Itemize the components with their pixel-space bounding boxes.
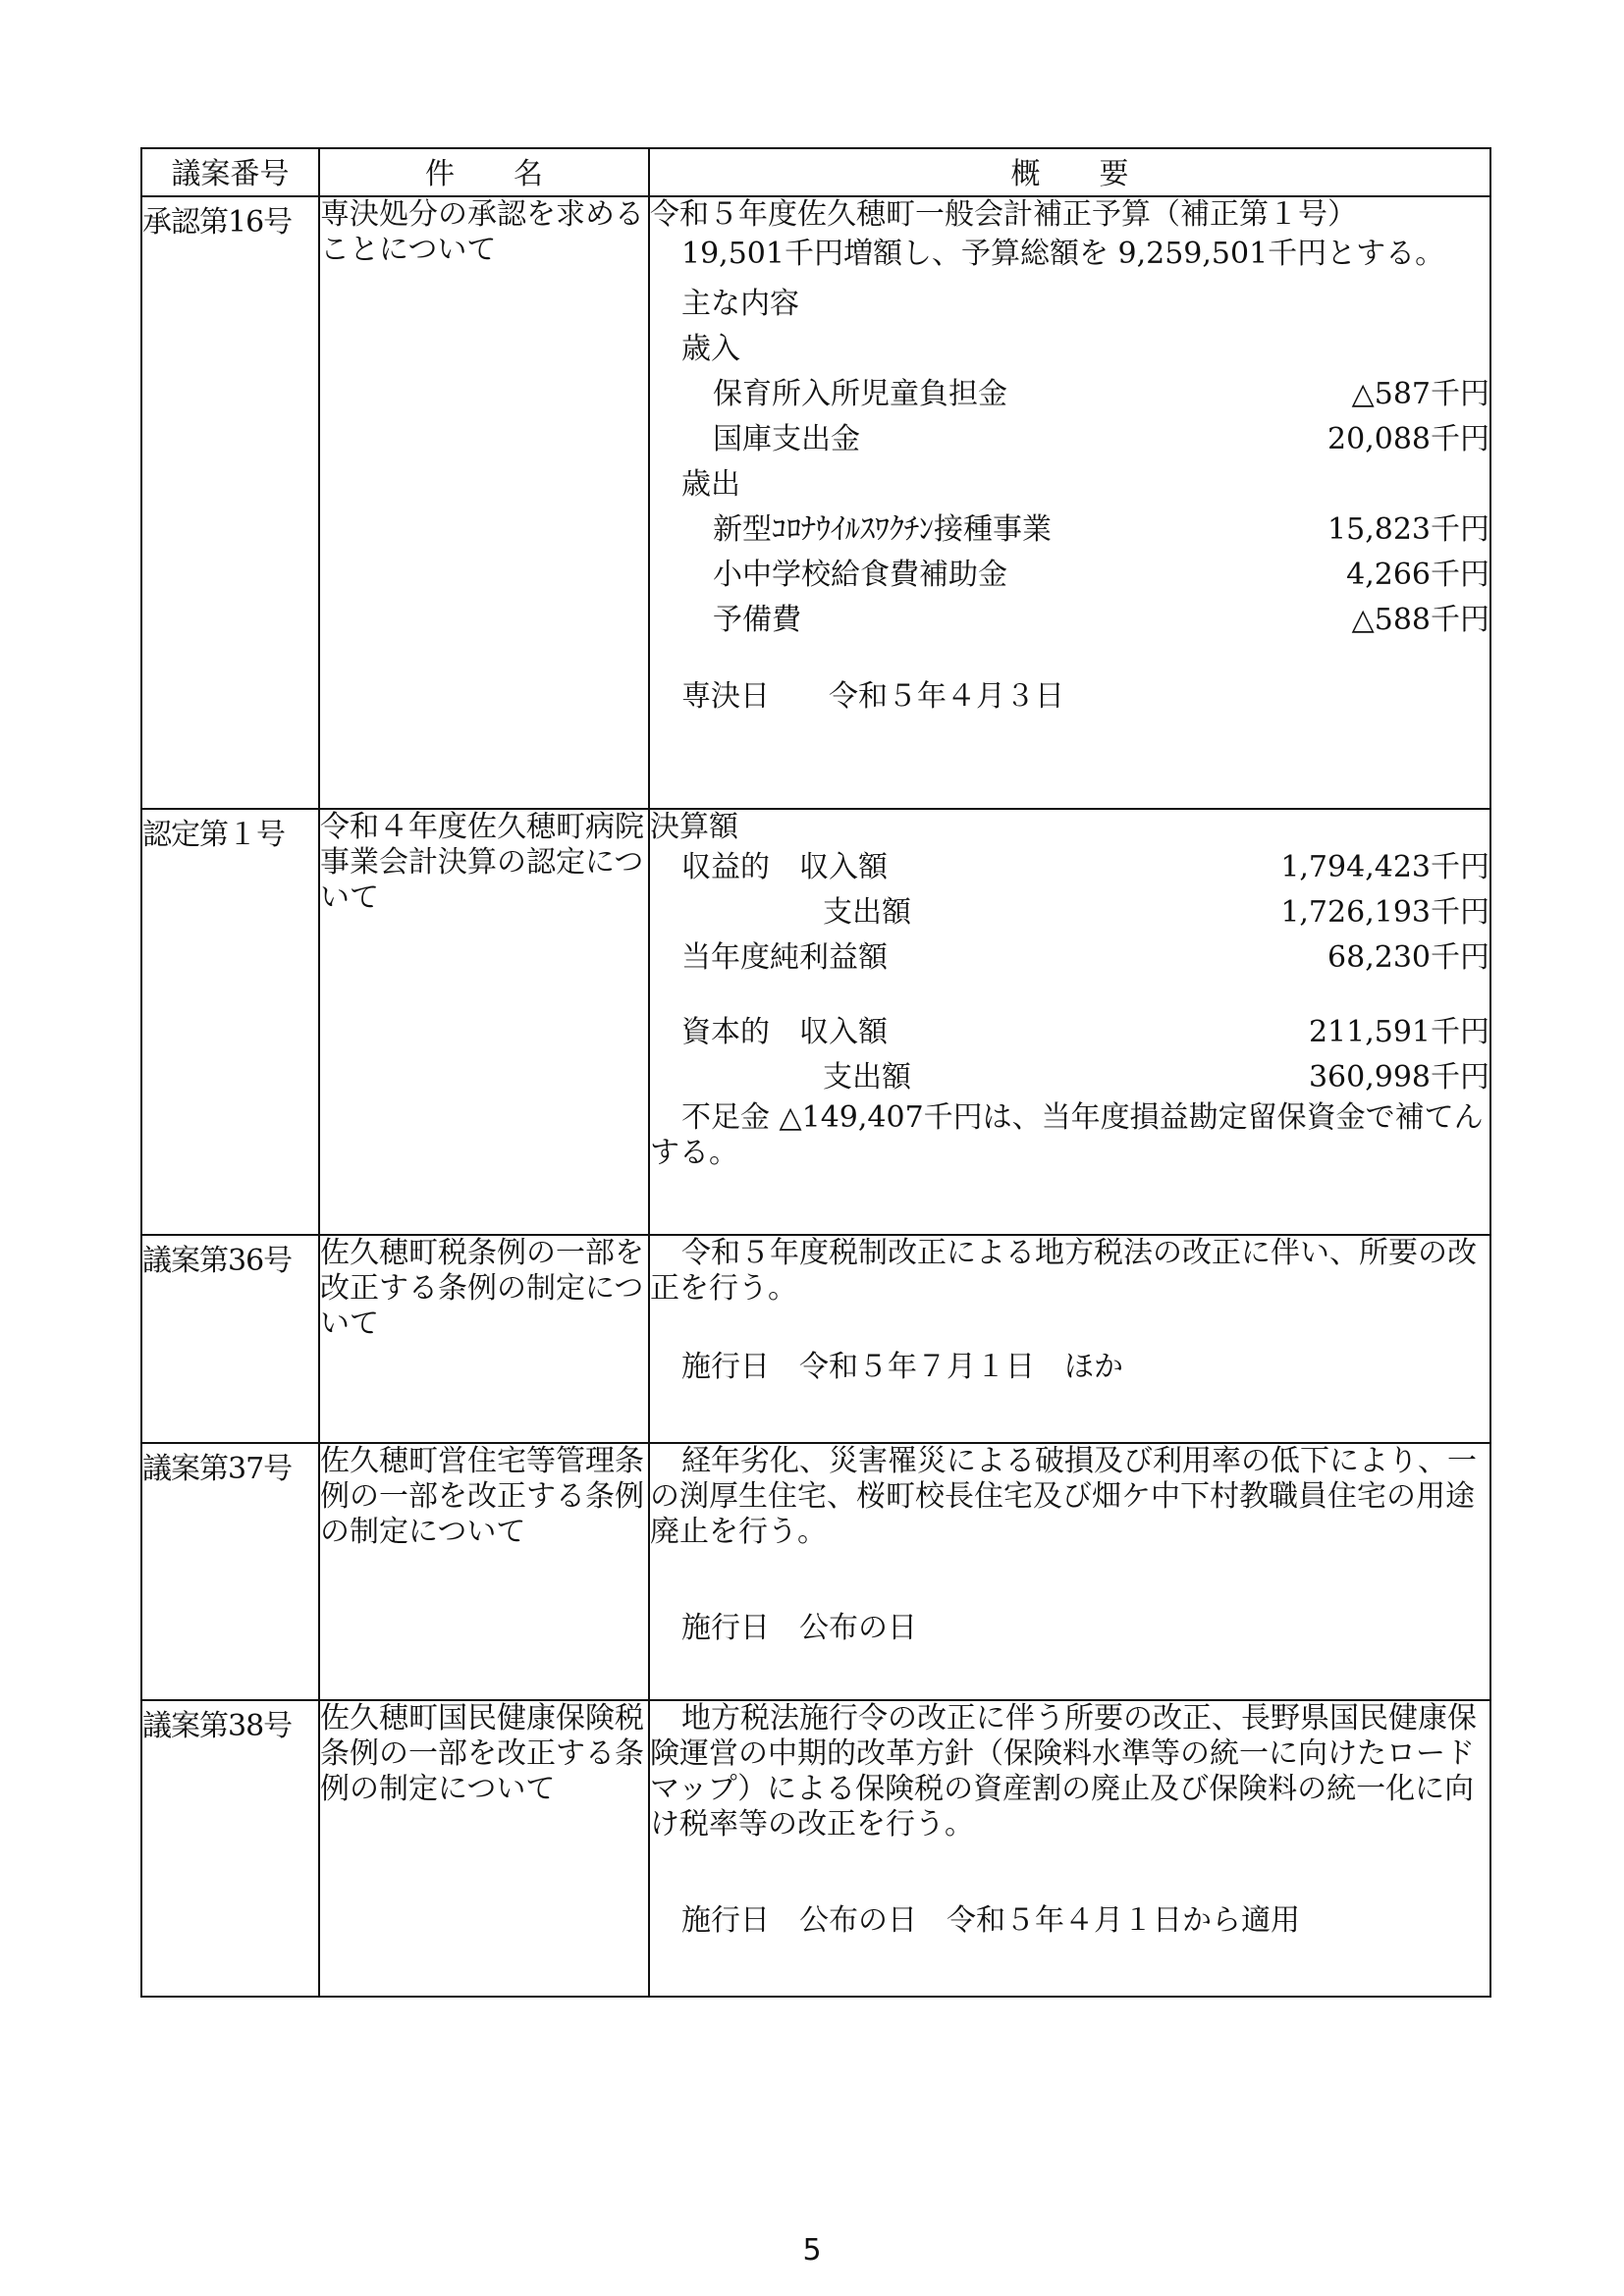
- bill-summary: [649, 196, 1490, 809]
- bill-number: 議案第36号: [141, 1235, 319, 1443]
- amount-line: [650, 1010, 1489, 1055]
- bill-number: 議案第37号: [141, 1443, 319, 1700]
- summary-text: 歳入: [681, 332, 740, 366]
- bill-summary: [649, 1443, 1490, 1700]
- page-number: 5: [802, 2233, 822, 2268]
- amount-label: 国庫支出金: [713, 422, 860, 456]
- bill-title: 専決処分の承認を求めることについて: [319, 196, 649, 809]
- bill-number: 承認第16号: [141, 196, 319, 809]
- amount-label: 新型ｺﾛﾅｳｲﾙｽﾜｸﾁﾝ接種事業: [713, 512, 1052, 547]
- bill-title: 佐久穂町国民健康保険税条例の一部を改正する条例の制定について: [319, 1700, 649, 1997]
- amount-value: 4,266千円: [1346, 558, 1489, 592]
- amount-label: 収益的 収入額: [681, 850, 888, 884]
- summary-text: 19,501千円増額し、予算総額を 9,259,501千円とする。: [681, 237, 1445, 271]
- amount-line: [650, 553, 1489, 598]
- table-row: [141, 809, 1490, 1235]
- summary-text: 主な内容: [681, 287, 799, 321]
- table-header-row: [141, 148, 1490, 196]
- amount-value: 1,726,193千円: [1280, 895, 1489, 930]
- amount-value: 360,998千円: [1308, 1060, 1489, 1095]
- bill-title: 令和４年度佐久穂町病院事業会計決算の認定について: [319, 809, 649, 1235]
- bill-summary: [649, 809, 1490, 1235]
- summary-text: 経年劣化、災害罹災による破損及び利用率の低下により、一の渕厚生住宅、桜町校長住宅及び畑ケ中下村教職員住宅の用途廃止を行う。: [650, 1444, 1477, 1549]
- amount-label: 当年度純利益額: [681, 940, 888, 975]
- bill-summary: [649, 1700, 1490, 1997]
- amount-value: 15,823千円: [1327, 512, 1489, 547]
- bill-number: 認定第１号: [141, 809, 319, 1235]
- amount-line: [650, 1055, 1489, 1100]
- header-title: 件 名: [319, 148, 649, 196]
- amount-label: 支出額: [823, 895, 911, 930]
- amount-label: 資本的 収入額: [681, 1015, 888, 1049]
- summary-text: 歳出: [681, 467, 740, 502]
- amount-label: 予備費: [713, 603, 801, 637]
- summary-text: 令和５年度税制改正による地方税法の改正に伴い、所要の改正を行う。: [650, 1236, 1477, 1306]
- decision-date: 専決日 令和５年４月３日: [681, 679, 1064, 714]
- amount-label: 支出額: [823, 1060, 911, 1095]
- amount-value: △588千円: [1351, 603, 1489, 637]
- amount-line: [650, 372, 1489, 417]
- bill-title: 佐久穂町税条例の一部を改正する条例の制定について: [319, 1235, 649, 1443]
- bill-summary-table: [140, 147, 1491, 1998]
- amount-line: [650, 598, 1489, 643]
- amount-label: 保育所入所児童負担金: [713, 377, 1007, 411]
- amount-value: 68,230千円: [1327, 940, 1489, 975]
- amount-value: 20,088千円: [1327, 422, 1489, 456]
- amount-line: [650, 890, 1489, 935]
- table-row: [141, 1235, 1490, 1443]
- amount-line: [650, 935, 1489, 981]
- summary-text: 令和５年度佐久穂町一般会計補正予算（補正第１号）: [650, 197, 1357, 232]
- header-bill-number: 議案番号: [141, 148, 319, 196]
- effective-date: 施行日 令和５年７月１日 ほか: [681, 1350, 1123, 1384]
- table-row: [141, 1700, 1490, 1997]
- amount-label: 小中学校給食費補助金: [713, 558, 1007, 592]
- summary-text: 不足金 △149,407千円は、当年度損益勘定留保資金で補てんする。: [650, 1100, 1484, 1170]
- bill-summary: [649, 1235, 1490, 1443]
- amount-line: [650, 417, 1489, 462]
- effective-date: 施行日 公布の日: [681, 1611, 917, 1645]
- table-row: [141, 1443, 1490, 1700]
- summary-text: 決算額: [650, 810, 738, 844]
- summary-text: 地方税法施行令の改正に伴う所要の改正、長野県国民健康保険運営の中期的改革方針（保険料水準等の統一に向けたロードマップ）による保険税の資産割の廃止及び保険料の統一化に向け税率等の改正を行う。: [650, 1701, 1477, 1842]
- effective-date: 施行日 公布の日 令和５年４月１日から適用: [681, 1903, 1300, 1938]
- bill-title: 佐久穂町営住宅等管理条例の一部を改正する条例の制定について: [319, 1443, 649, 1700]
- amount-line: [650, 507, 1489, 553]
- table-row: [141, 196, 1490, 809]
- header-summary: 概 要: [649, 148, 1490, 196]
- amount-value: 211,591千円: [1308, 1015, 1489, 1049]
- bill-number: 議案第38号: [141, 1700, 319, 1997]
- amount-value: △587千円: [1351, 377, 1489, 411]
- amount-line: [650, 845, 1489, 890]
- amount-value: 1,794,423千円: [1280, 850, 1489, 884]
